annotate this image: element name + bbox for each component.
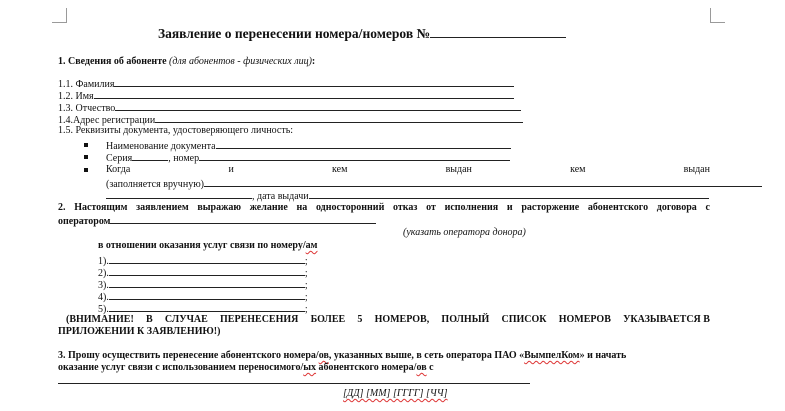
series-blank[interactable] bbox=[132, 151, 168, 161]
field-issued-by: Когда и кем выдан кем выдан bbox=[106, 164, 710, 175]
field-series-number: Серия , номер bbox=[106, 151, 510, 165]
field-surname: 1.1. Фамилия bbox=[58, 77, 514, 91]
field-id-document: 1.5. Реквизиты документа, удостоверяющего личность: bbox=[58, 125, 294, 136]
operator-hint: (указать оператора донора) bbox=[403, 227, 526, 238]
warning-line-1: (ВНИМАНИЕ! В СЛУЧАЕ ПЕРЕНЕСЕНИЯ БОЛЕЕ 5 НОМЕРОВ, ПОЛНЫЙ СПИСОК НОМЕРОВ УКАЗЫВАЕТСЯ В bbox=[66, 314, 710, 325]
section-3-blank-line bbox=[58, 374, 530, 388]
crop-mark-top-right bbox=[710, 8, 725, 23]
number-blank-3[interactable] bbox=[109, 278, 305, 288]
section-3-blank[interactable] bbox=[58, 374, 530, 384]
title-number-blank[interactable] bbox=[430, 24, 566, 38]
date-time-format: [ДД] [ММ] [ГГГГ] [ЧЧ] bbox=[343, 388, 448, 399]
operator-blank[interactable] bbox=[110, 214, 376, 224]
number-row-5: 5). ; bbox=[98, 304, 308, 315]
number-row-4: 4). ; bbox=[98, 292, 308, 303]
crop-mark-top-left bbox=[52, 8, 67, 23]
number-blank-4[interactable] bbox=[109, 290, 305, 300]
document-name-blank[interactable] bbox=[216, 139, 511, 149]
number-row-1: 1). ; bbox=[98, 256, 308, 267]
document-title bbox=[158, 24, 566, 42]
title-text: Заявление о перенесении номера/номеров № bbox=[158, 26, 431, 41]
field-address: 1.4.Адрес регистрации bbox=[58, 113, 523, 127]
section-1-heading: 1. Сведения об абоненте (для абонентов - физических лиц): bbox=[58, 56, 316, 67]
issue-date-blank[interactable] bbox=[309, 189, 709, 199]
section-2-line-2: оператором bbox=[58, 214, 376, 228]
address-blank[interactable] bbox=[155, 113, 523, 123]
field-issued-by-cont: (заполняется вручную) bbox=[106, 177, 762, 191]
issued-by-blank[interactable] bbox=[204, 177, 762, 187]
section-3-line-2: оказание услуг связи с использованием переносимого/ых абонентского номера/ов с bbox=[58, 362, 434, 373]
issued-by-blank-2[interactable] bbox=[106, 189, 252, 199]
section-2-line-1: 2. Настоящим заявлением выражаю желание на односторонний отказ от исполнения и расторжение абонентского договора с bbox=[58, 202, 710, 213]
number-row-2: 2). ; bbox=[98, 268, 308, 279]
number-blank-5[interactable] bbox=[109, 302, 305, 312]
field-patronymic: 1.3. Отчество bbox=[58, 101, 521, 115]
field-document-name: Наименование документа bbox=[106, 139, 511, 153]
number-blank-2[interactable] bbox=[109, 266, 305, 276]
bullet bbox=[84, 155, 88, 159]
field-first-name: 1.2. Имя bbox=[58, 89, 514, 103]
patronymic-blank[interactable] bbox=[115, 101, 521, 111]
numbers-heading: в отношении оказания услуг связи по номеру/ам bbox=[98, 240, 318, 251]
number-blank[interactable] bbox=[199, 151, 510, 161]
surname-blank[interactable] bbox=[114, 77, 514, 87]
number-row-3: 3). ; bbox=[98, 280, 308, 291]
bullet bbox=[84, 143, 88, 147]
number-blank-1[interactable] bbox=[109, 254, 305, 264]
warning-line-2: ПРИЛОЖЕНИИ К ЗАЯВЛЕНИЮ!) bbox=[58, 326, 221, 337]
bullet bbox=[84, 168, 88, 172]
field-issue-date: , дата выдачи bbox=[106, 189, 709, 203]
first-name-blank[interactable] bbox=[94, 89, 514, 99]
section-3-line-1: 3. Прошу осуществить перенесение абонентского номера/ов, указанных выше, в сеть оператора ПАО «ВымпелКом» и начать bbox=[58, 350, 627, 361]
